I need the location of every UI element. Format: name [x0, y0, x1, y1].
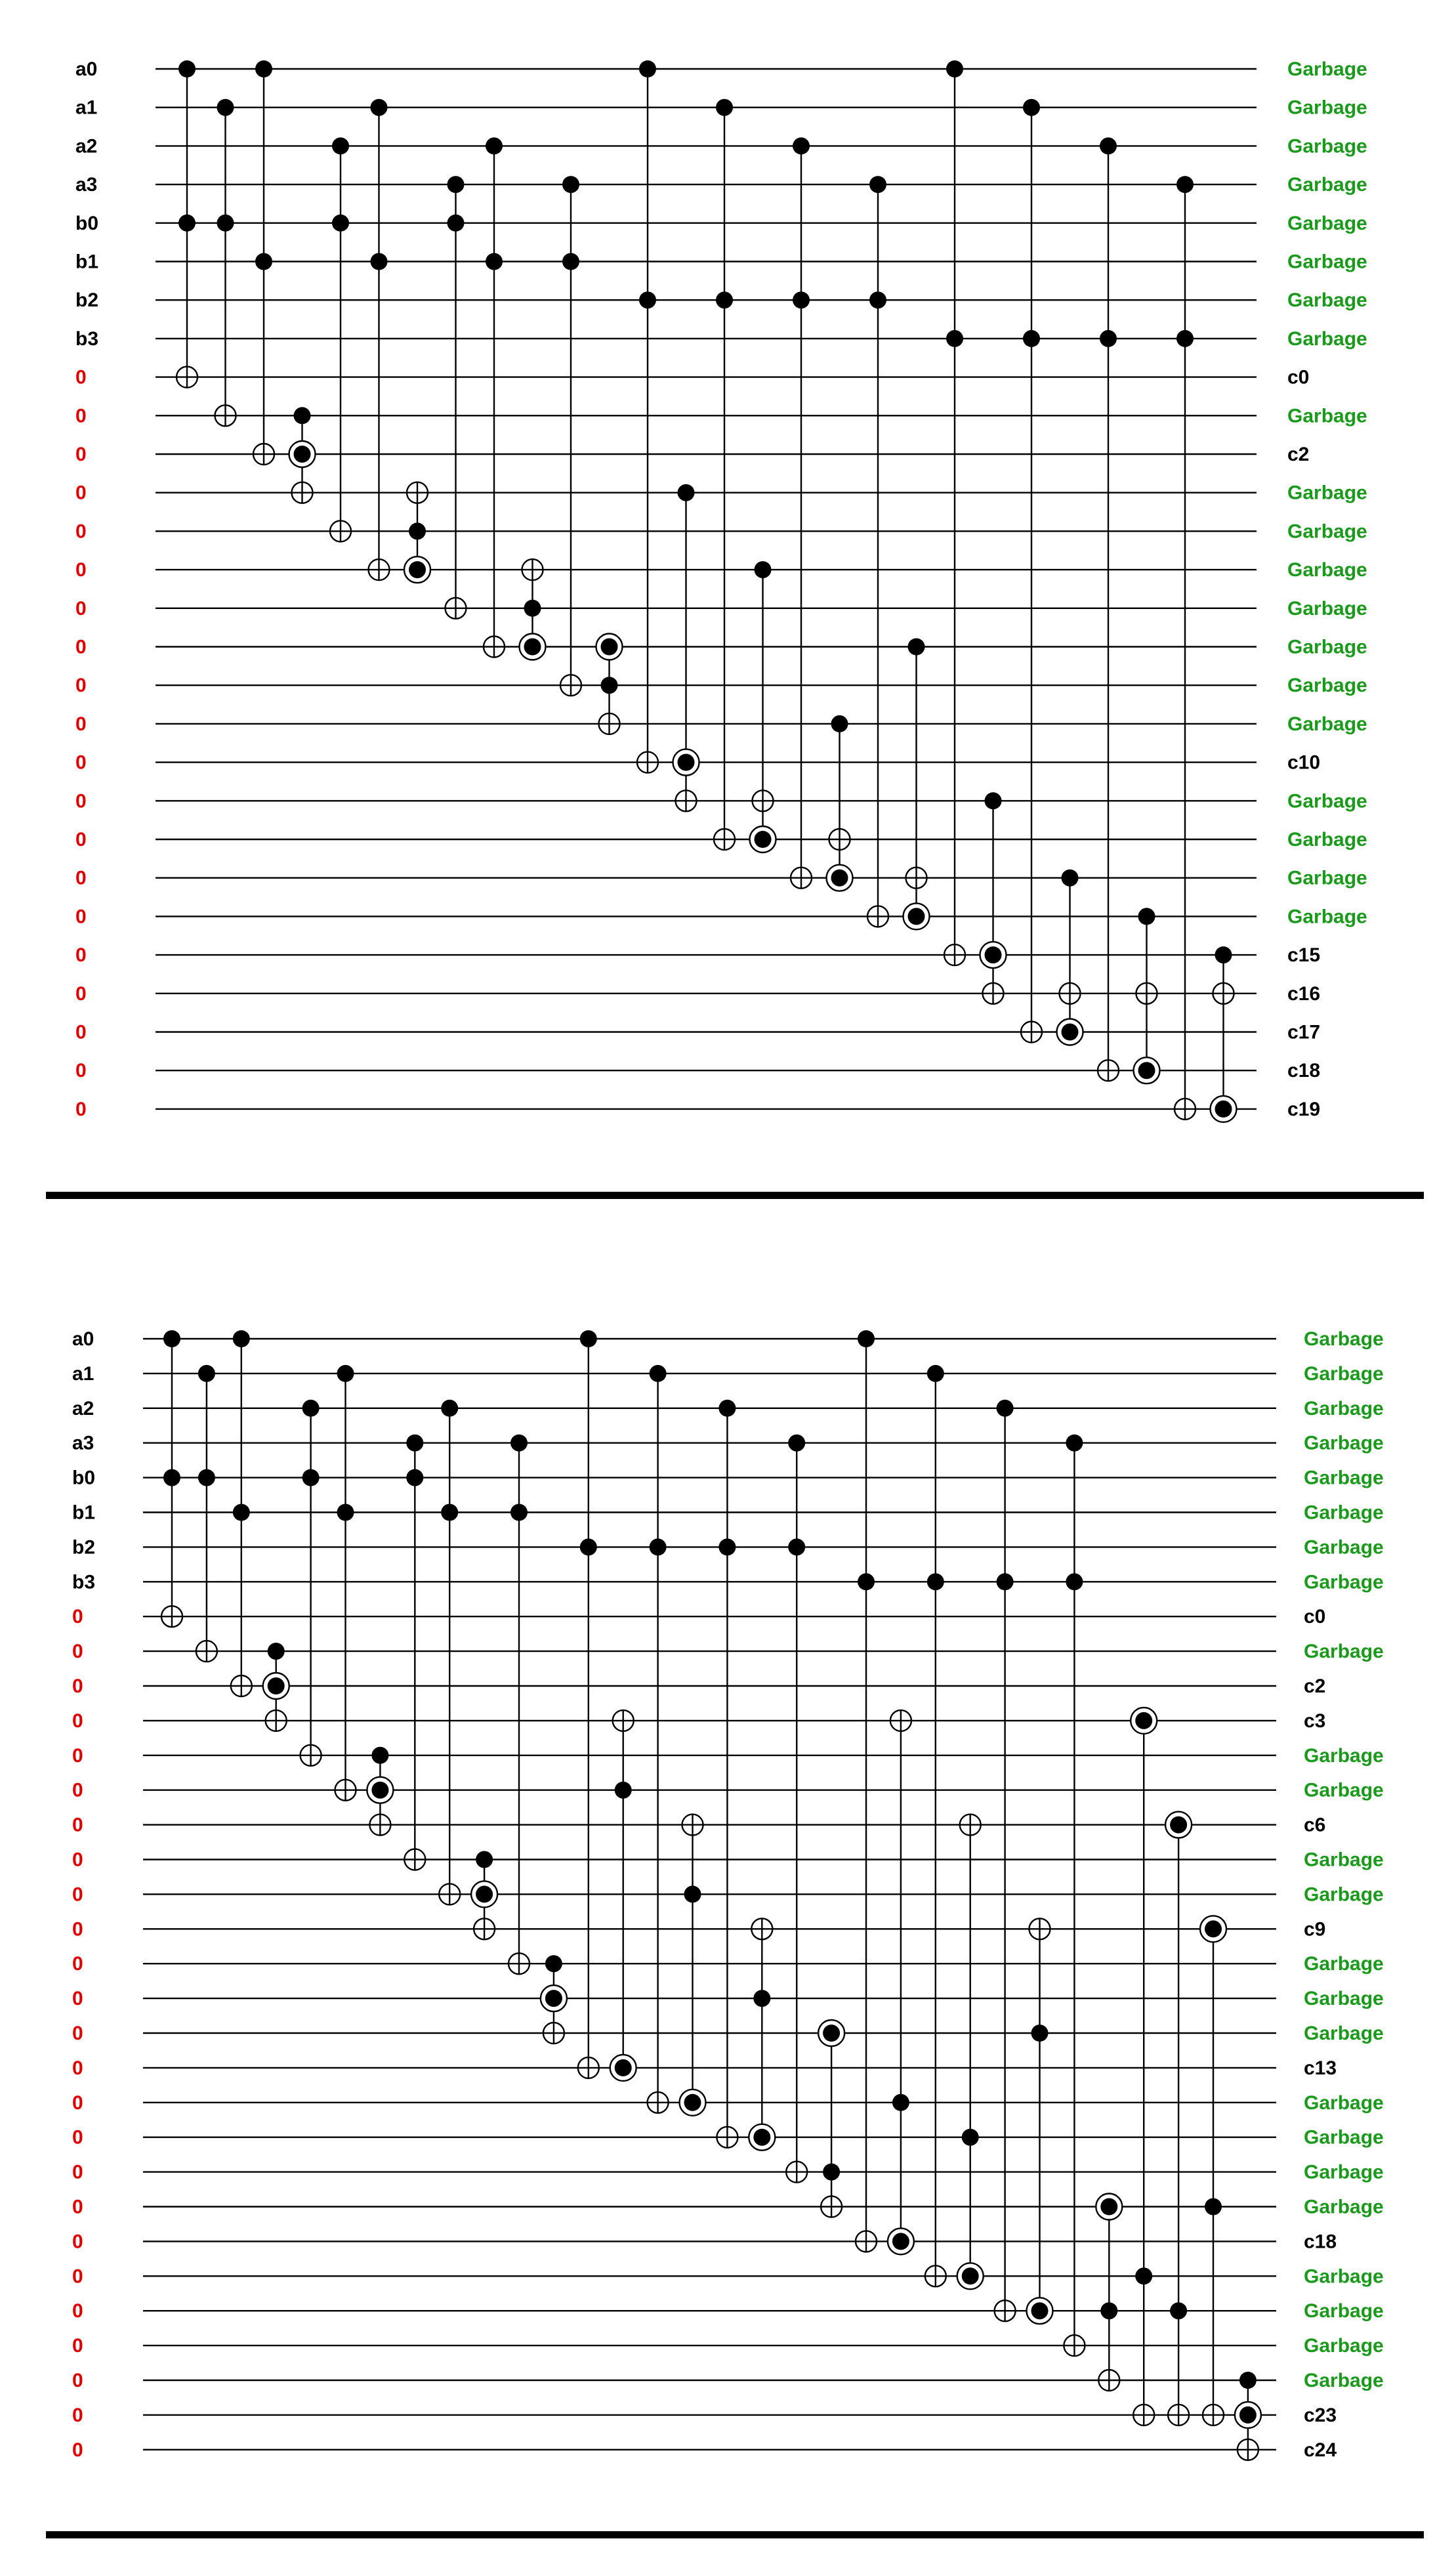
input-label: a1 — [72, 1362, 94, 1385]
gate-13 — [673, 484, 699, 812]
gate-21 — [980, 792, 1007, 1004]
input-label: 0 — [72, 1744, 83, 1767]
input-label: a3 — [75, 174, 98, 196]
garbage-output-label: Garbage — [1304, 1362, 1384, 1385]
control-dot — [371, 1747, 388, 1764]
control-dot — [793, 137, 810, 154]
control-dot — [163, 1469, 180, 1486]
control-dot — [1205, 2198, 1222, 2216]
control-dot — [1031, 2025, 1049, 2042]
garbage-output-label: Garbage — [1287, 212, 1367, 234]
control-dot — [962, 2129, 979, 2146]
input-label: a0 — [72, 1328, 94, 1350]
input-label: 0 — [72, 2439, 83, 2461]
gate-7 — [446, 176, 467, 619]
input-label: 0 — [75, 405, 87, 427]
ringed-control-dot — [1170, 1817, 1187, 1834]
input-label: 0 — [72, 2023, 83, 2044]
control-dot — [869, 176, 886, 193]
control-dot — [1100, 330, 1117, 347]
control-dot — [927, 1365, 944, 1382]
control-dot — [510, 1504, 528, 1521]
control-dot — [406, 1469, 423, 1486]
control-dot — [615, 1782, 632, 1799]
gate-5 — [335, 1365, 356, 1801]
control-dot — [562, 253, 579, 270]
control-dot — [650, 1365, 667, 1382]
control-dot — [1135, 2267, 1152, 2284]
input-label: b3 — [72, 1571, 96, 1593]
gate-3 — [263, 1643, 289, 1731]
control-dot — [753, 1990, 770, 2007]
separator-bottom — [46, 2531, 1424, 2538]
garbage-output-label: Garbage — [1287, 327, 1367, 350]
gate-9 — [471, 1851, 497, 1940]
ringed-control-dot — [268, 1677, 285, 1694]
output-label: c15 — [1287, 944, 1321, 967]
control-dot — [255, 253, 272, 270]
control-dot — [447, 176, 465, 193]
gate-22 — [925, 1365, 946, 2286]
control-dot — [755, 561, 772, 578]
input-label: 0 — [75, 906, 87, 928]
garbage-output-label: Garbage — [1287, 251, 1367, 273]
separator-top — [46, 1192, 1424, 1199]
control-dot — [858, 1573, 875, 1590]
garbage-output-label: Garbage — [1304, 1883, 1384, 1906]
control-dot — [337, 1504, 354, 1521]
control-dot — [337, 1365, 354, 1382]
gate-24 — [1098, 137, 1119, 1081]
control-dot — [601, 677, 618, 694]
control-dot — [233, 1330, 250, 1347]
output-label: c13 — [1304, 2057, 1337, 2079]
gate-23 — [1057, 870, 1083, 1045]
ringed-control-dot — [294, 446, 311, 463]
control-dot — [332, 215, 349, 232]
gate-8 — [439, 1400, 460, 1905]
control-dot — [268, 1643, 285, 1660]
gate-5 — [369, 99, 390, 580]
gate-12 — [637, 60, 658, 773]
garbage-output-label: Garbage — [1287, 559, 1367, 581]
gate-7 — [404, 1435, 425, 1870]
input-label: 0 — [75, 829, 87, 851]
input-label: a2 — [72, 1397, 94, 1419]
gate-21 — [888, 1710, 914, 2255]
input-label: 0 — [72, 1779, 83, 1801]
control-dot — [788, 1435, 805, 1452]
control-dot — [650, 1538, 667, 1555]
control-dot — [580, 1538, 597, 1555]
input-label: 0 — [75, 713, 87, 735]
gate-29 — [1165, 1812, 1192, 2426]
ringed-control-dot — [962, 2267, 979, 2284]
output-label: c3 — [1304, 1710, 1326, 1732]
garbage-output-label: Garbage — [1304, 2161, 1384, 2183]
output-label: c2 — [1304, 1675, 1326, 1697]
control-dot — [892, 2094, 909, 2111]
gate-6 — [404, 482, 430, 583]
control-dot — [178, 215, 196, 232]
output-label: c6 — [1304, 1814, 1326, 1836]
gate-3 — [289, 407, 316, 503]
garbage-output-label: Garbage — [1287, 405, 1367, 427]
garbage-output-label: Garbage — [1287, 96, 1367, 119]
control-dot — [1239, 2372, 1257, 2389]
input-label: 0 — [75, 675, 87, 697]
garbage-output-label: Garbage — [1287, 174, 1367, 196]
control-dot — [198, 1469, 215, 1486]
output-label: c0 — [1304, 1606, 1326, 1628]
input-label: 0 — [75, 751, 87, 774]
input-label: b3 — [75, 327, 99, 350]
control-dot — [1100, 2302, 1117, 2319]
circuit-bottom — [72, 1328, 1384, 2461]
garbage-output-label: Garbage — [1287, 289, 1367, 312]
input-label: 0 — [75, 520, 87, 543]
control-dot — [1215, 946, 1232, 963]
output-label: c9 — [1304, 1918, 1326, 1941]
input-label: 0 — [72, 1849, 83, 1871]
input-label: 0 — [75, 790, 87, 812]
output-label: c0 — [1287, 366, 1310, 389]
garbage-output-label: Garbage — [1304, 1467, 1384, 1489]
input-label: 0 — [72, 1641, 83, 1663]
input-label: b2 — [75, 289, 99, 312]
control-dot — [1170, 2302, 1187, 2319]
garbage-output-label: Garbage — [1304, 1953, 1384, 1975]
gate-4 — [330, 137, 351, 541]
ringed-control-dot — [615, 2059, 632, 2076]
control-dot — [486, 137, 503, 154]
control-dot — [639, 60, 656, 77]
gate-13 — [610, 1710, 636, 2081]
control-dot — [997, 1400, 1014, 1417]
input-label: 0 — [72, 1710, 83, 1732]
ringed-control-dot — [1062, 1024, 1079, 1041]
input-label: 0 — [75, 482, 87, 504]
gate-17 — [749, 1918, 775, 2150]
output-label: c17 — [1287, 1021, 1321, 1043]
input-label: 0 — [72, 1675, 83, 1697]
input-label: 0 — [72, 1814, 83, 1836]
control-dot — [441, 1504, 458, 1521]
garbage-output-label: Garbage — [1287, 867, 1367, 889]
garbage-output-label: Garbage — [1304, 1502, 1384, 1524]
garbage-output-label: Garbage — [1304, 2370, 1384, 2391]
garbage-output-label: Garbage — [1287, 58, 1367, 80]
ringed-control-dot — [1205, 1920, 1222, 1937]
gate-8 — [484, 137, 505, 657]
control-dot — [1066, 1573, 1083, 1590]
ringed-control-dot — [1239, 2406, 1257, 2424]
control-dot — [545, 1955, 562, 1972]
input-label: b0 — [75, 212, 99, 234]
ringed-control-dot — [545, 1990, 562, 2007]
control-dot — [178, 60, 196, 77]
garbage-output-label: Garbage — [1304, 1536, 1384, 1559]
control-dot — [255, 60, 272, 77]
gate-25 — [1027, 1918, 1053, 2324]
control-dot — [858, 1330, 875, 1347]
control-dot — [927, 1573, 944, 1590]
control-dot — [985, 792, 1002, 809]
input-label: 0 — [75, 1021, 87, 1043]
output-label: c2 — [1287, 444, 1310, 465]
control-dot — [406, 1435, 423, 1452]
control-dot — [302, 1400, 320, 1417]
gate-16 — [791, 137, 812, 888]
input-label: a2 — [75, 135, 98, 158]
ringed-control-dot — [753, 2129, 770, 2146]
control-dot — [302, 1469, 320, 1486]
garbage-output-label: Garbage — [1304, 1779, 1384, 1801]
garbage-output-label: Garbage — [1304, 2023, 1384, 2044]
garbage-output-label: Garbage — [1287, 135, 1367, 158]
gate-27 — [1096, 2194, 1122, 2391]
control-dot — [371, 253, 388, 270]
control-dot — [684, 1885, 701, 1902]
garbage-output-label: Garbage — [1287, 906, 1367, 928]
gate-25 — [1134, 908, 1160, 1083]
control-dot — [510, 1435, 528, 1452]
input-label: 0 — [75, 1060, 87, 1082]
control-dot — [788, 1538, 805, 1555]
garbage-output-label: Garbage — [1287, 636, 1367, 658]
input-label: 0 — [72, 1953, 83, 1975]
gate-9 — [520, 559, 546, 660]
control-dot — [524, 600, 541, 617]
ringed-control-dot — [755, 831, 772, 848]
garbage-output-label: Garbage — [1304, 1988, 1384, 2010]
gate-23 — [957, 1815, 984, 2290]
ringed-control-dot — [1135, 1712, 1152, 1729]
output-label: c10 — [1287, 751, 1321, 774]
garbage-output-label: Garbage — [1304, 2335, 1384, 2357]
ringed-control-dot — [601, 639, 618, 656]
gate-17 — [827, 715, 853, 891]
garbage-output-label: Garbage — [1304, 2196, 1384, 2218]
output-label: c23 — [1304, 2404, 1337, 2426]
garbage-output-label: Garbage — [1287, 675, 1367, 697]
input-label: 0 — [72, 2404, 83, 2426]
input-label: 0 — [72, 2091, 83, 2114]
gate-19 — [904, 639, 930, 930]
input-label: a3 — [72, 1432, 94, 1454]
control-dot — [486, 253, 503, 270]
control-dot — [1176, 176, 1194, 193]
control-dot — [1023, 330, 1040, 347]
gate-10 — [560, 176, 581, 696]
garbage-output-label: Garbage — [1287, 713, 1367, 735]
input-label: 0 — [72, 2196, 83, 2218]
input-label: 0 — [72, 1883, 83, 1906]
gate-11 — [541, 1955, 567, 2044]
control-dot — [163, 1330, 180, 1347]
input-label: b2 — [72, 1536, 96, 1559]
input-label: 0 — [72, 1606, 83, 1628]
control-dot — [217, 215, 234, 232]
control-dot — [1176, 330, 1194, 347]
ringed-control-dot — [1138, 1062, 1155, 1079]
ringed-control-dot — [524, 639, 541, 656]
garbage-output-label: Garbage — [1304, 1397, 1384, 1419]
control-dot — [1062, 870, 1079, 887]
control-dot — [869, 291, 886, 308]
control-dot — [447, 215, 465, 232]
gate-20 — [856, 1330, 877, 2252]
garbage-output-label: Garbage — [1304, 2300, 1384, 2322]
gate-18 — [867, 176, 888, 927]
gate-26 — [1175, 176, 1196, 1120]
gate-11 — [596, 634, 623, 734]
control-dot — [217, 99, 234, 116]
ringed-control-dot — [823, 2025, 840, 2042]
control-dot — [1023, 99, 1040, 116]
control-dot — [823, 2164, 840, 2181]
garbage-output-label: Garbage — [1304, 2126, 1384, 2149]
gate-2 — [231, 1330, 252, 1696]
garbage-output-label: Garbage — [1304, 1849, 1384, 1871]
input-label: 0 — [72, 2335, 83, 2357]
circuit-top — [75, 58, 1367, 1122]
output-label: c18 — [1287, 1060, 1321, 1082]
gate-19 — [818, 2020, 844, 2217]
input-label: a1 — [75, 96, 98, 119]
ringed-control-dot — [985, 946, 1002, 963]
input-label: 0 — [72, 2300, 83, 2322]
control-dot — [678, 484, 695, 501]
control-dot — [233, 1504, 250, 1521]
ringed-control-dot — [409, 561, 426, 578]
gate-20 — [944, 60, 965, 965]
input-label: 0 — [75, 944, 87, 967]
ringed-control-dot — [908, 908, 925, 925]
garbage-output-label: Garbage — [1304, 1641, 1384, 1663]
garbage-output-label: Garbage — [1304, 2265, 1384, 2288]
control-dot — [718, 1538, 736, 1555]
garbage-output-label: Garbage — [1287, 482, 1367, 504]
control-dot — [441, 1400, 458, 1417]
control-dot — [997, 1573, 1014, 1590]
control-dot — [639, 291, 656, 308]
gate-15 — [750, 561, 776, 852]
control-dot — [946, 330, 963, 347]
gate-30 — [1200, 1916, 1226, 2426]
control-dot — [198, 1365, 215, 1382]
ringed-control-dot — [1031, 2302, 1049, 2319]
gate-4 — [301, 1400, 322, 1766]
output-label: c24 — [1304, 2439, 1337, 2461]
output-label: c19 — [1287, 1098, 1321, 1120]
gate-6 — [367, 1747, 393, 1836]
input-label: 0 — [75, 867, 87, 889]
input-label: b0 — [72, 1467, 96, 1489]
gate-31 — [1235, 2372, 1261, 2460]
input-label: 0 — [72, 2161, 83, 2183]
garbage-output-label: Garbage — [1304, 1571, 1384, 1593]
input-label: 0 — [72, 1918, 83, 1941]
garbage-output-label: Garbage — [1304, 2091, 1384, 2114]
garbage-output-label: Garbage — [1287, 597, 1367, 620]
garbage-output-label: Garbage — [1287, 829, 1367, 851]
control-dot — [409, 522, 426, 539]
control-dot — [718, 1400, 736, 1417]
output-label: c18 — [1304, 2231, 1337, 2253]
output-label: c16 — [1287, 982, 1321, 1005]
input-label: 0 — [72, 2057, 83, 2079]
input-label: 0 — [75, 1098, 87, 1120]
input-label: 0 — [72, 2126, 83, 2149]
gate-22 — [1021, 99, 1042, 1043]
input-label: 0 — [75, 636, 87, 658]
ringed-control-dot — [371, 1782, 388, 1799]
ringed-control-dot — [831, 870, 848, 887]
input-label: 0 — [75, 444, 87, 465]
ringed-control-dot — [684, 2094, 701, 2111]
input-label: b1 — [72, 1502, 96, 1524]
garbage-output-label: Garbage — [1287, 520, 1367, 543]
ringed-control-dot — [1215, 1101, 1232, 1118]
garbage-output-label: Garbage — [1287, 790, 1367, 812]
control-dot — [1100, 137, 1117, 154]
gate-18 — [786, 1435, 807, 2183]
input-label: 0 — [72, 2265, 83, 2288]
control-dot — [332, 137, 349, 154]
control-dot — [716, 291, 733, 308]
gate-2 — [253, 60, 274, 465]
ringed-control-dot — [476, 1885, 493, 1902]
control-dot — [562, 176, 579, 193]
input-label: 0 — [75, 982, 87, 1005]
garbage-output-label: Garbage — [1304, 1432, 1384, 1454]
garbage-output-label: Garbage — [1304, 1328, 1384, 1350]
input-label: a0 — [75, 58, 98, 80]
control-dot — [371, 99, 388, 116]
gate-14 — [714, 99, 735, 850]
control-dot — [476, 1851, 493, 1868]
input-label: 0 — [72, 2231, 83, 2253]
control-dot — [716, 99, 733, 116]
input-label: 0 — [75, 366, 87, 389]
gate-26 — [1064, 1435, 1085, 2356]
control-dot — [793, 291, 810, 308]
control-dot — [908, 639, 925, 656]
control-dot — [1138, 908, 1155, 925]
ringed-control-dot — [1100, 2198, 1117, 2216]
control-dot — [580, 1330, 597, 1347]
gate-27 — [1211, 946, 1237, 1122]
ringed-control-dot — [678, 754, 695, 771]
control-dot — [1066, 1435, 1083, 1452]
gate-24 — [995, 1400, 1016, 2321]
control-dot — [831, 715, 848, 732]
input-label: 0 — [75, 559, 87, 581]
control-dot — [946, 60, 963, 77]
gate-28 — [1131, 1708, 1157, 2426]
gate-10 — [509, 1435, 530, 1975]
input-label: b1 — [75, 251, 99, 273]
input-label: 0 — [72, 1988, 83, 2010]
input-label: 0 — [72, 2370, 83, 2391]
control-dot — [294, 407, 311, 424]
input-label: 0 — [75, 597, 87, 620]
ringed-control-dot — [892, 2233, 909, 2250]
garbage-output-label: Garbage — [1304, 1744, 1384, 1767]
